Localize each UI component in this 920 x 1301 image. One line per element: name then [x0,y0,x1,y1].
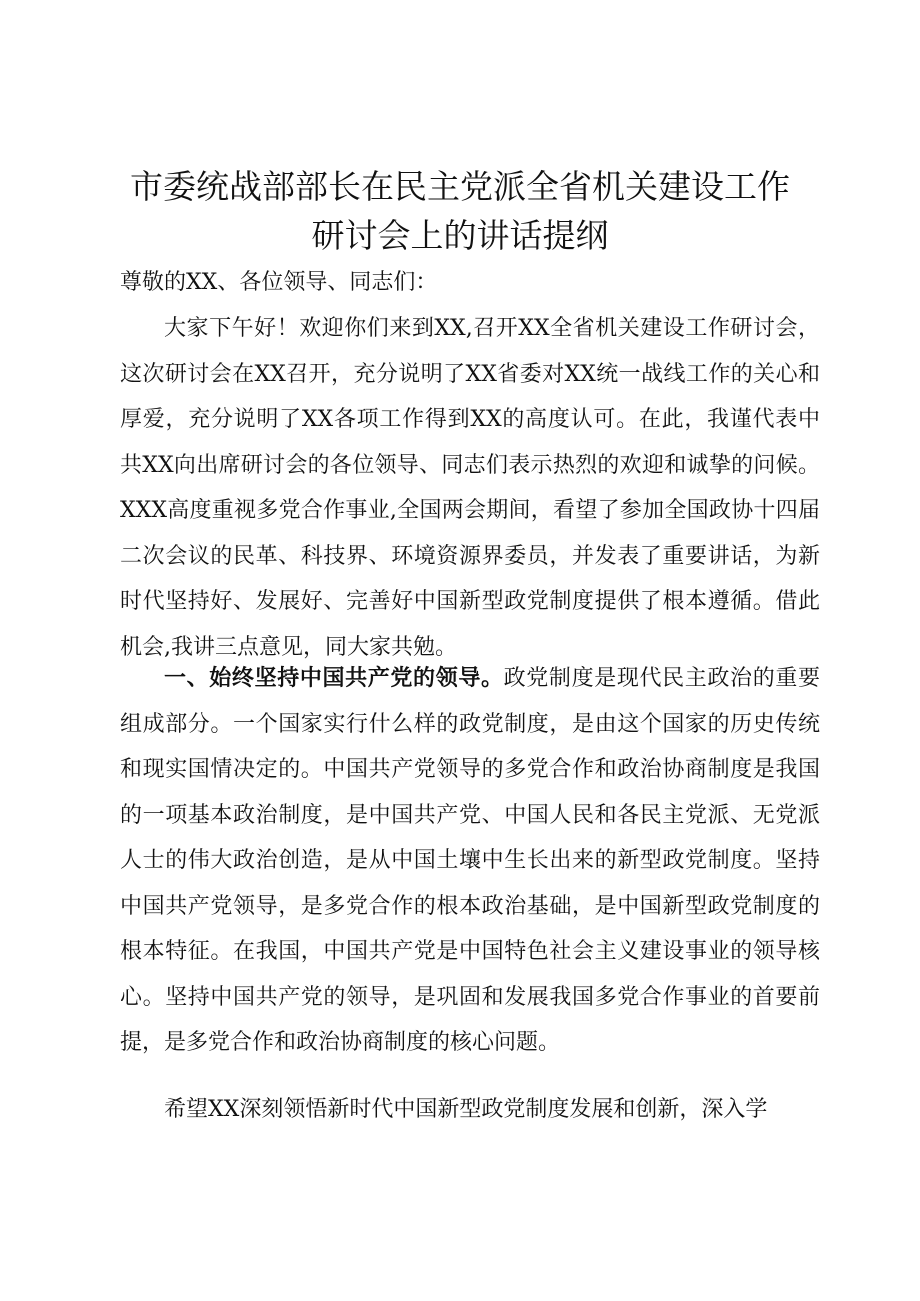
paragraph-text: 大家下午好！欢迎你们来到XX,召开XX全省机关建设工作研讨会，这次研讨会在XX召开，充分说明了XX省委对XX统一战线工作的关心和厚爱，充分说明了XX各项工作得到XX的高度认可。在此，我谨代表中共XX向出席研讨会的各位领导、同志们表示热烈的欢迎和诚挚的问候。XXX高度重视多党合作事业,全国两会期间，看望了参加全国政协十四届二次会议的民革、科技界、环境资源界委员，并发表了重要讲话，为新时代坚持好、发展好、完善好中国新型政党制度提供了根本遵循。借此机会,我讲三点意见，同大家共勉。 [120,316,820,660]
section-heading: 一、始终坚持中国共产党的领导。 [164,666,504,691]
paragraph-section-one [120,656,820,1066]
document-title-line-1: 市委统战部部长在民主党派全省机关建设工作 [130,167,790,206]
paragraph-text: 政党制度是现代民主政治的重要组成部分。一个国家实行什么样的政党制度，是由这个国家的历史传统和现实国情决定的。中国共产党领导的多党合作和政治协商制度是我国的一项基本政治制度，是中国共产党、中国人民和各民主党派、无党派人士的伟大政治创造，是从中国土壤中生长出来的新型政党制度。坚持中国共产党领导，是多党合作的根本政治基础，是中国新型政党制度的根本特征。在我国，中国共产党是中国特色社会主义建设事业的领导核心。坚持中国共产党的领导，是巩固和发展我国多党合作事业的首要前提，是多党合作和政治协商制度的核心问题。 [120,666,820,1055]
salutation: 尊敬的XX、各位领导、同志们： [120,270,438,295]
paragraph-welcome [120,306,820,670]
paragraph-text: 希望XX深刻领悟新时代中国新型政党制度发展和创新，深入学 [164,1097,768,1122]
paragraph-hope [120,1087,820,1133]
document-title-line-2: 研讨会上的讲话提纲 [311,216,609,255]
